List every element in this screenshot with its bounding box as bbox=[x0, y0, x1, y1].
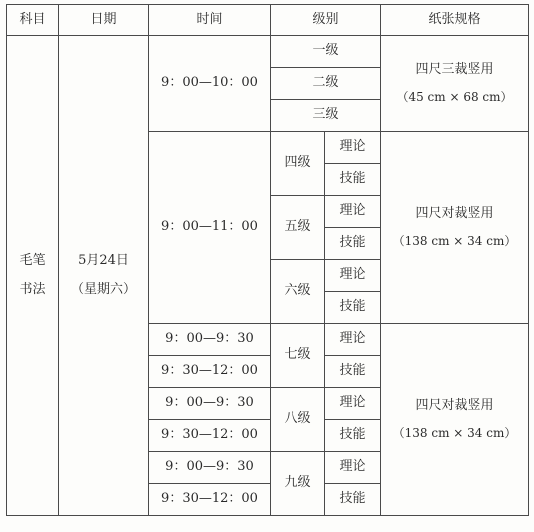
header-time: 时间 bbox=[149, 5, 271, 36]
paper-cell-a bbox=[381, 36, 529, 132]
time-theory-9: 9：00—9：30 bbox=[149, 452, 271, 484]
schedule-table bbox=[6, 4, 529, 516]
part-theory: 理论 bbox=[325, 324, 381, 356]
subject-cell bbox=[7, 36, 59, 516]
level-4: 四级 bbox=[271, 132, 325, 196]
date-cell bbox=[59, 36, 149, 516]
header-level: 级别 bbox=[271, 5, 381, 36]
part-theory: 理论 bbox=[325, 132, 381, 164]
level-3: 三级 bbox=[271, 100, 381, 132]
time-skill-9: 9：30—12：00 bbox=[149, 484, 271, 516]
paper-size-b: （138 cm × 34 cm） bbox=[392, 234, 517, 249]
part-theory: 理论 bbox=[325, 196, 381, 228]
paper-size-c: （138 cm × 34 cm） bbox=[392, 426, 517, 441]
date-weekday: （星期六） bbox=[70, 281, 136, 297]
level-8: 八级 bbox=[271, 388, 325, 452]
header-row bbox=[7, 5, 529, 36]
subject-line-1: 毛笔 bbox=[19, 253, 46, 269]
level-5: 五级 bbox=[271, 196, 325, 260]
time-cell-a: 9：00—10：00 bbox=[149, 36, 271, 132]
time-skill-7: 9：30—12：00 bbox=[149, 356, 271, 388]
time-theory-8: 9：00—9：30 bbox=[149, 388, 271, 420]
header-date: 日期 bbox=[59, 5, 149, 36]
time-theory-7: 9：00—9：30 bbox=[149, 324, 271, 356]
part-theory: 理论 bbox=[325, 388, 381, 420]
table-row bbox=[7, 36, 529, 68]
part-skill: 技能 bbox=[325, 484, 381, 516]
part-skill: 技能 bbox=[325, 420, 381, 452]
time-skill-8: 9：30—12：00 bbox=[149, 420, 271, 452]
time-cell-b: 9：00—11：00 bbox=[149, 132, 271, 324]
part-skill: 技能 bbox=[325, 292, 381, 324]
paper-cell-c bbox=[381, 324, 529, 516]
subject-line-2: 书法 bbox=[19, 281, 46, 297]
paper-cell-b bbox=[381, 132, 529, 324]
level-1: 一级 bbox=[271, 36, 381, 68]
level-7: 七级 bbox=[271, 324, 325, 388]
paper-name-a: 四尺三裁竖用 bbox=[415, 61, 494, 77]
part-skill: 技能 bbox=[325, 164, 381, 196]
level-9: 九级 bbox=[271, 452, 325, 516]
paper-size-a: （45 cm × 68 cm） bbox=[396, 90, 513, 105]
date-day: 5月24日 bbox=[78, 253, 129, 269]
header-paper-spec: 纸张规格 bbox=[381, 5, 529, 36]
part-skill: 技能 bbox=[325, 356, 381, 388]
level-6: 六级 bbox=[271, 260, 325, 324]
level-2: 二级 bbox=[271, 68, 381, 100]
part-theory: 理论 bbox=[325, 260, 381, 292]
paper-name-b: 四尺对裁竖用 bbox=[415, 205, 494, 221]
paper-name-c: 四尺对裁竖用 bbox=[415, 397, 494, 413]
header-subject: 科目 bbox=[7, 5, 59, 36]
part-skill: 技能 bbox=[325, 228, 381, 260]
part-theory: 理论 bbox=[325, 452, 381, 484]
